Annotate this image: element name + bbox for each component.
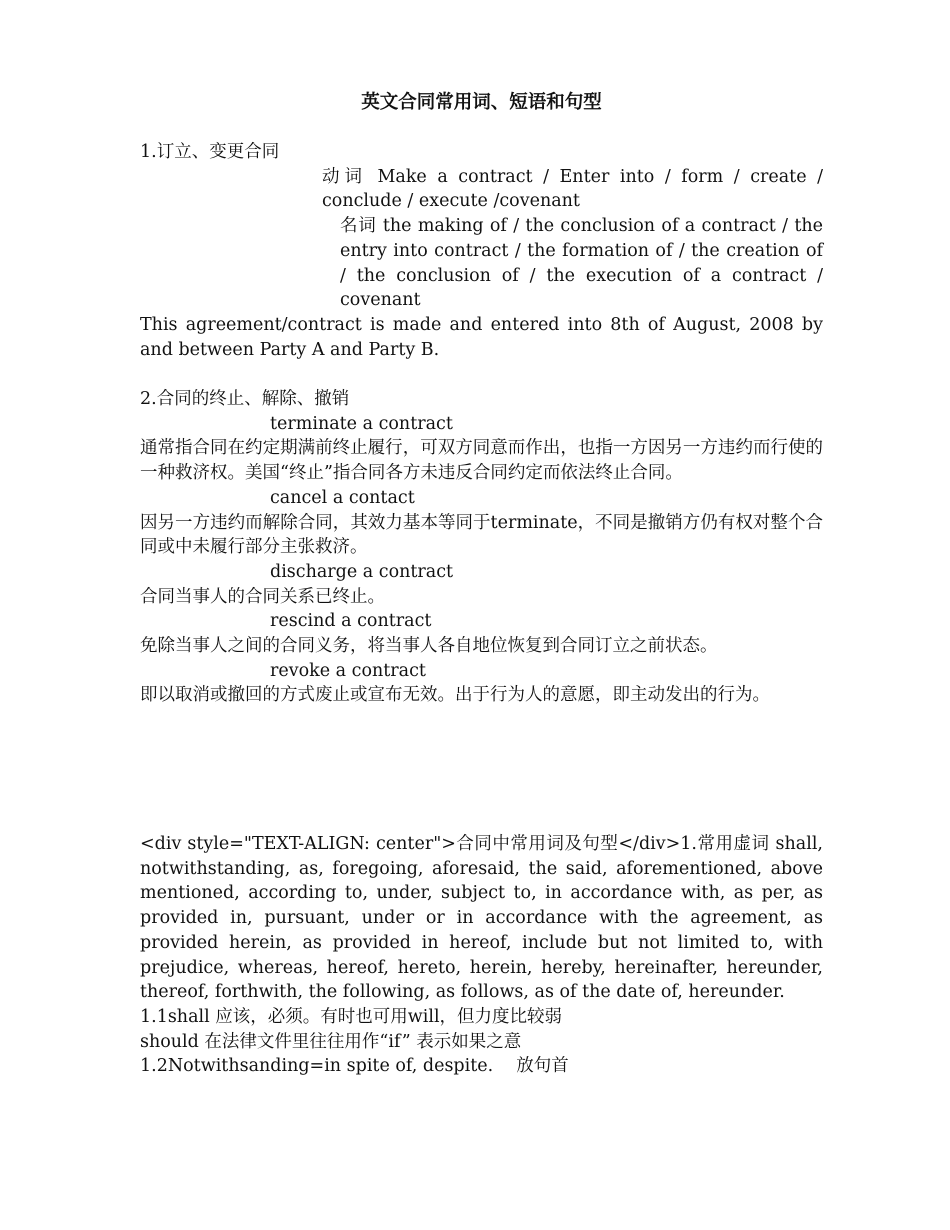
notwithstanding-note: 1.2Notwithsanding=in spite of, despite. 放句首 bbox=[140, 1056, 569, 1077]
section-contract-formation bbox=[140, 140, 823, 708]
common-words-paragraph: <div style="TEXT-ALIGN: center">合同中常用词及句型</div>1.常用虚词 shall, notwithstanding, as, foregoing, aforesaid, the said, aforementioned, above mentioned, according to, under, subject to, in accordance with, as per, as provided in, pursuant, under or in accordance with the agreement, as provided herein, as provided in hereof, include but not limited to, with prejudice, whereas, hereof, hereto, herein, hereby, hereinafter, hereunder, thereof, forthwith, the following, as follows, as of the date of, hereunder. bbox=[140, 834, 823, 1003]
document-title: 英文合同常用词、短语和句型 bbox=[361, 92, 602, 113]
section-heading: 2.合同的终止、解除、撤销 bbox=[140, 389, 350, 410]
noun-list: 名词 the making of / the conclusion of a contract / the entry into contract / the formation of / the creation of / the conclusion of / the execution of a contract / covenant bbox=[340, 216, 823, 311]
term-description: 合同当事人的合同关系已终止。 bbox=[140, 586, 385, 607]
term-description: 免除当事人之间的合同义务，将当事人各自地位恢复到合同订立之前状态。 bbox=[140, 636, 718, 657]
term-description: 因另一方违约而解除合同，其效力基本等同于terminate，不同是撤销方仍有权对整个合同或中未履行部分主张救济。 bbox=[140, 512, 823, 558]
section-heading: 1.订立、变更合同 bbox=[140, 142, 280, 162]
term-description: 通常指合同在约定期满前终止履行，可双方同意而作出，也指一方因另一方违约而行使的一种救济权。美国“终止”指合同各方未违反合同约定而依法终止合同。 bbox=[140, 438, 823, 484]
term: discharge a contract bbox=[270, 561, 454, 582]
section-common-words bbox=[140, 832, 823, 1079]
term: cancel a contact bbox=[270, 487, 415, 508]
term: revoke a contract bbox=[270, 660, 426, 681]
term: rescind a contract bbox=[270, 611, 432, 632]
should-note: should 在法律文件里往往用作“if” 表示如果之意 bbox=[140, 1031, 522, 1052]
term: terminate a contract bbox=[270, 413, 453, 434]
shall-note: 1.1shall 应该，必须。有时也可用will，但力度比较弱 bbox=[140, 1006, 563, 1027]
term-description: 即以取消或撤回的方式废止或宣布无效。出于行为人的意愿，即主动发出的行为。 bbox=[140, 685, 770, 706]
example-sentence: This agreement/contract is made and entered into 8th of August, 2008 by and between Party A and Party B. bbox=[140, 314, 823, 360]
verb-list: 动词 Make a contract / Enter into / form / create / conclude / execute /covenant bbox=[322, 166, 823, 212]
